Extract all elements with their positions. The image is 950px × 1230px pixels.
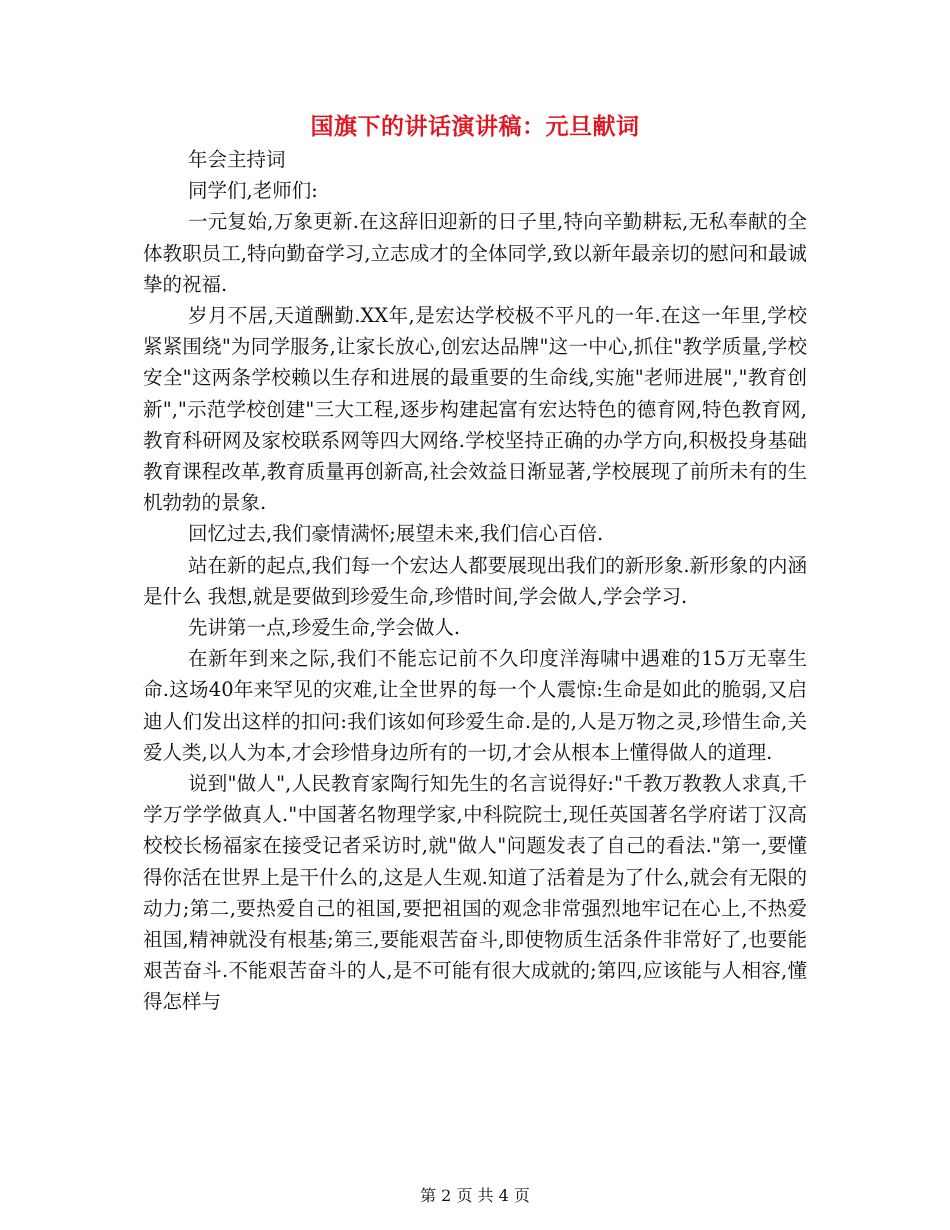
paragraph-school-year-review: 岁月不居,天道酬勤.XX年,是宏达学校极不平凡的一年.在这一年里,学校紧紧围绕"为同学服务,让家长放心,创宏达品牌"这一中心,抓住"教学质量,学校安全"这两条学校赖以生存和进展的最重要的生命线,实施"老师进展","教育创新","示范学校创建"三大工程,逐步构建起富有宏达特色的德育网,特色教育网,教育科研网及家校联系网等四大网络.学校坚持正确的办学方向,积极投身基础教育课程改革,教育质量再创新高,社会效益日渐显著,学校展现了前所未有的生机勃勃的景象. bbox=[143, 304, 807, 515]
paragraph-being-a-person: 说到"做人",人民教育家陶行知先生的名言说得好:"千教万教教人求真,千学万学学做真人."中国著名物理学家,中科院院士,现任英国著名学府诺丁汉高校校长杨福家在接受记者采访时,就"做人"问题发表了自己的看法."第一,要懂得你活在世界上是干什么的,这是人生观.知道了活着是为了什么,就会有无限的动力;第二,要热爱自己的祖国,要把祖国的观念非常强烈地牢记在心上,不热爱祖国,精神就没有根基;第三,要能艰苦奋斗,即使物质生活条件非常好了,也要能艰苦奋斗.不能艰苦奋斗的人,是不可能有很大成就的;第四,应该能与人相容,懂得怎样与 bbox=[143, 772, 807, 1014]
document-body bbox=[143, 144, 807, 1018]
paragraph-heading-host: 年会主持词 bbox=[188, 148, 286, 171]
paragraph-tsunami: 在新年到来之际,我们不能忘记前不久印度洋海啸中遇难的15万无辜生命.这场40年来罕见的灾难,让全世界的每一个人震惊:生命是如此的脆弱,又启迪人们发出这样的扣问:我们该如何珍爱生命.是的,人是万物之灵,珍惜生命,关爱人类,以人为本,才会珍惜身边所有的一切,才会从根本上懂得做人的道理. bbox=[143, 647, 807, 764]
document-title: 国旗下的讲话演讲稿：元旦献词 bbox=[310, 113, 640, 140]
paragraph-first-point: 先讲第一点,珍爱生命,学会做人. bbox=[188, 616, 461, 640]
paragraph-greeting: 同学们,老师们: bbox=[188, 179, 318, 203]
paragraph-new-image: 站在新的起点,我们每一个宏达人都要展现出我们的新形象.新形象的内涵是什么 我想,就是要做到珍爱生命,珍惜时间,学会做人,学会学习. bbox=[143, 553, 807, 608]
paragraph-looking-back: 回忆过去,我们豪情满怀;展望未来,我们信心百倍. bbox=[188, 522, 604, 546]
page-number-footer: 第 2 页 共 4 页 bbox=[420, 1186, 530, 1205]
paragraph-new-year-greeting: 一元复始,万象更新.在这辞旧迎新的日子里,特向辛勤耕耘,无私奉献的全体教职员工,特向勤奋学习,立志成才的全体同学,致以新年最亲切的慰问和最诚挚的祝福. bbox=[143, 210, 807, 296]
